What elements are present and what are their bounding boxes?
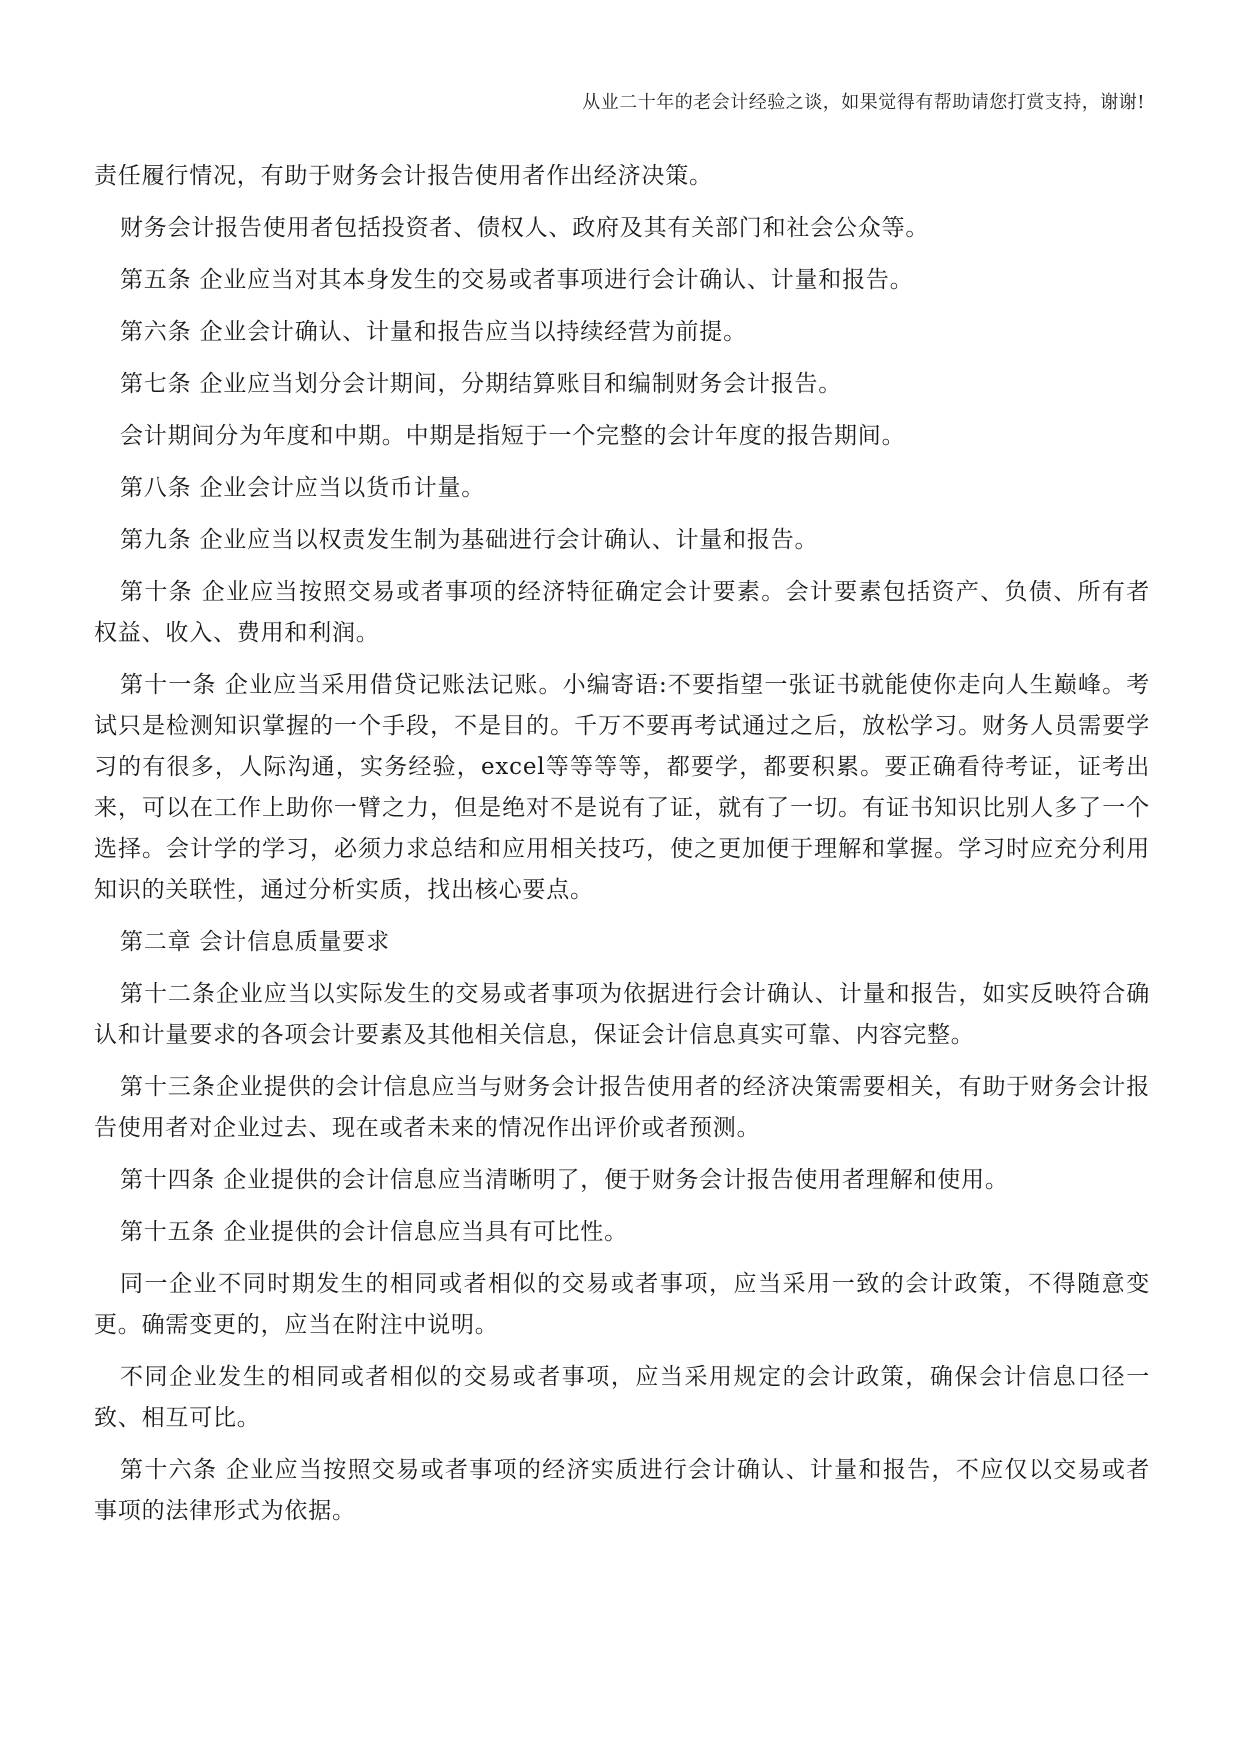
document-body <box>94 156 1150 1543</box>
paragraph: 第十三条企业提供的会计信息应当与财务会计报告使用者的经济决策需要相关，有助于财务会计报告使用者对企业过去、现在或者未来的情况作出评价或者预测。 <box>94 1074 1150 1141</box>
paragraph: 第十五条 企业提供的会计信息应当具有可比性。 <box>120 1219 628 1245</box>
paragraph: 第十四条 企业提供的会计信息应当清晰明了，便于财务会计报告使用者理解和使用。 <box>120 1167 1009 1193</box>
paragraph: 第十条 企业应当按照交易或者事项的经济特征确定会计要素。会计要素包括资产、负债、所有者权益、收入、费用和利润。 <box>94 579 1150 646</box>
paragraph: 第十二条企业应当以实际发生的交易或者事项为依据进行会计确认、计量和报告，如实反映符合确认和计量要求的各项会计要素及其他相关信息，保证会计信息真实可靠、内容完整。 <box>94 981 1150 1048</box>
paragraph: 第九条 企业应当以权责发生制为基础进行会计确认、计量和报告。 <box>120 527 819 553</box>
paragraph: 第十一条 企业应当采用借贷记账法记账。小编寄语:不要指望一张证书就能使你走向人生巅峰。考试只是检测知识掌握的一个手段，不是目的。千万不要再考试通过之后，放松学习。财务人员需要学习的有很多，人际沟通，实务经验，excel等等等等，都要学，都要积累。要正确看待考证，证考出来，可以在工作上助你一臂之力，但是绝对不是说有了证，就有了一切。有证书知识比别人多了一个选择。会计学的学习，必须力求总结和应用相关技巧，使之更加便于理解和掌握。学习时应充分利用知识的关联性，通过分析实质，找出核心要点。 <box>94 672 1150 903</box>
paragraph: 不同企业发生的相同或者相似的交易或者事项，应当采用规定的会计政策，确保会计信息口径一致、相互可比。 <box>94 1364 1150 1431</box>
paragraph: 同一企业不同时期发生的相同或者相似的交易或者事项，应当采用一致的会计政策，不得随意变更。确需变更的，应当在附注中说明。 <box>94 1271 1150 1338</box>
chapter-heading: 第二章 会计信息质量要求 <box>120 929 390 955</box>
paragraph: 责任履行情况，有助于财务会计报告使用者作出经济决策。 <box>94 163 713 189</box>
paragraph: 第六条 企业会计确认、计量和报告应当以持续经营为前提。 <box>120 319 747 345</box>
paragraph: 第十六条 企业应当按照交易或者事项的经济实质进行会计确认、计量和报告，不应仅以交易或者事项的法律形式为依据。 <box>94 1457 1150 1524</box>
paragraph: 第五条 企业应当对其本身发生的交易或者事项进行会计确认、计量和报告。 <box>120 267 914 293</box>
paragraph: 第七条 企业应当划分会计期间，分期结算账目和编制财务会计报告。 <box>120 371 843 397</box>
paragraph: 财务会计报告使用者包括投资者、债权人、政府及其有关部门和社会公众等。 <box>120 215 930 241</box>
paragraph: 会计期间分为年度和中期。中期是指短于一个完整的会计年度的报告期间。 <box>120 423 906 449</box>
header-note: 从业二十年的老会计经验之谈，如果觉得有帮助请您打赏支持，谢谢! <box>582 92 1145 113</box>
paragraph: 第八条 企业会计应当以货币计量。 <box>120 475 486 501</box>
